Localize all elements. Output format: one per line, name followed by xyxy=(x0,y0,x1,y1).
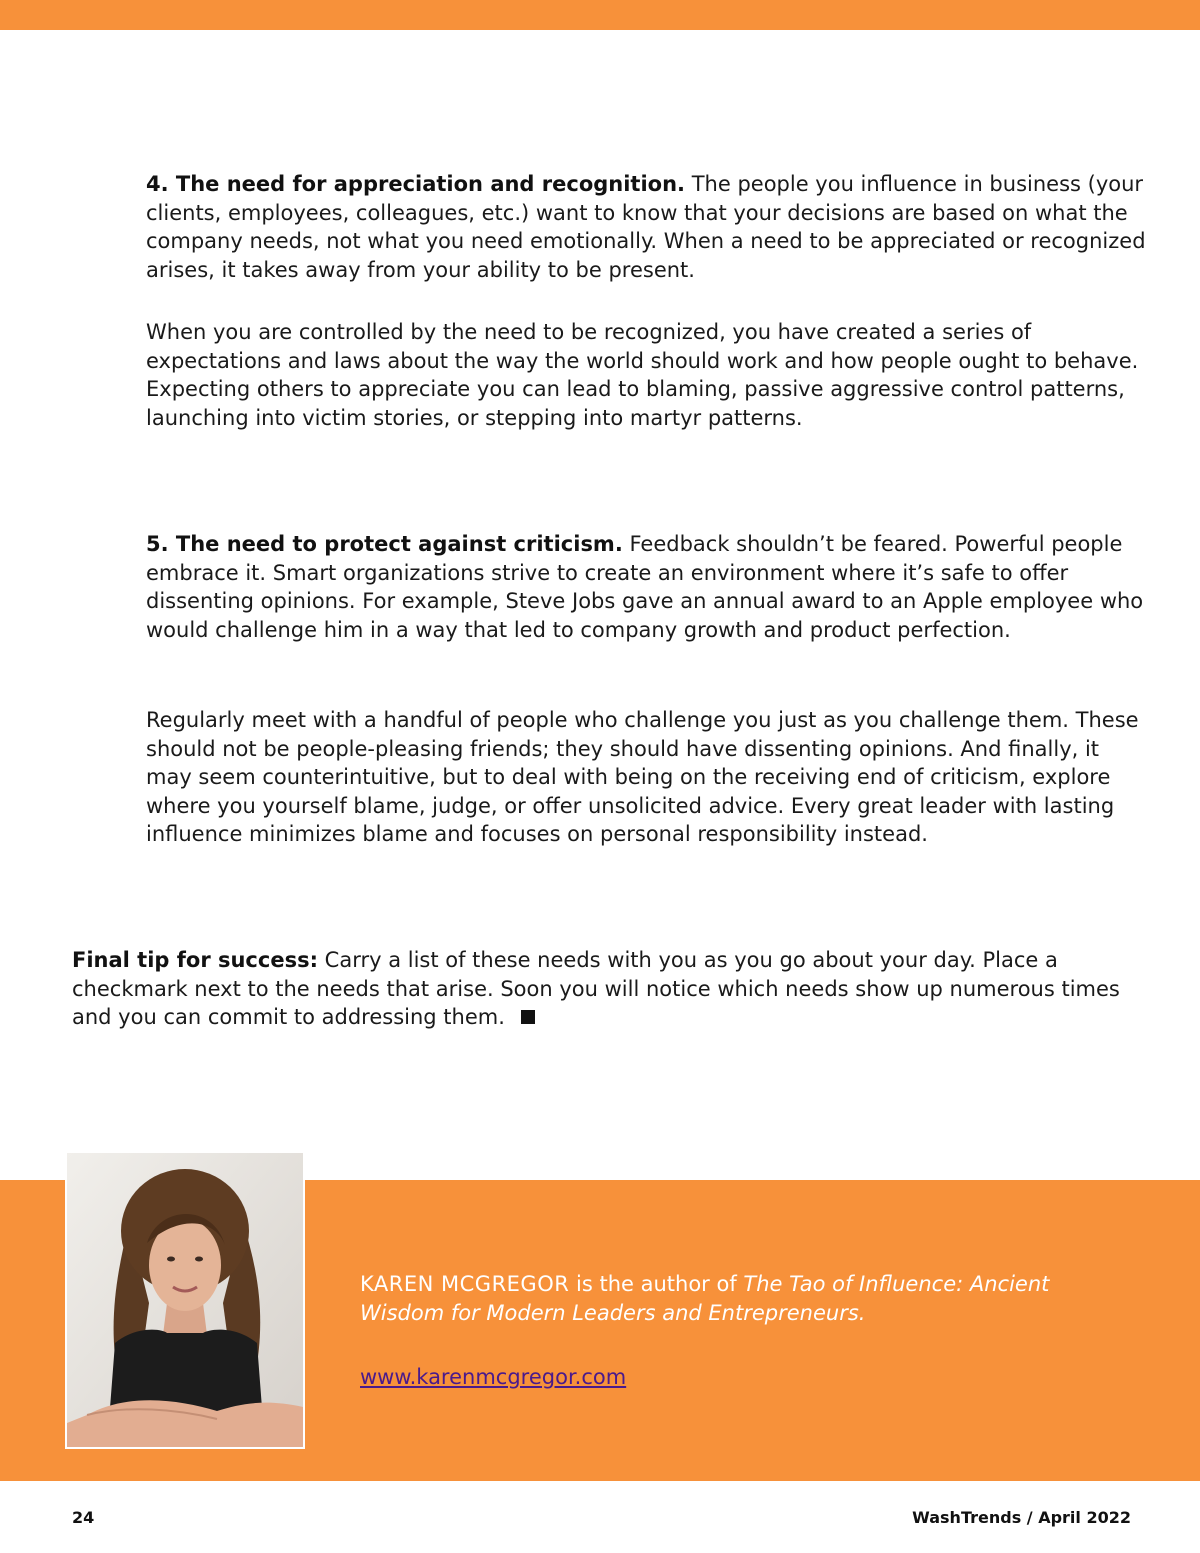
section-5-paragraph-2: Regularly meet with a handful of people who challenge you just as you challenge them. These should not be people-pleasing friends; they should have dissenting opinions. And finally, it may seem counterintuitive, but to deal with being on the receiving end of criticism, explore where you yourself blame, judge, or offer unsolicited advice. Every great leader with lasting influence minimizes blame and focuses on personal responsibility instead. xyxy=(146,708,1139,846)
author-name: KAREN MCGREGOR xyxy=(360,1272,570,1296)
section-4-heading: 4. The need for appreciation and recognition. xyxy=(146,172,686,196)
author-bio xyxy=(360,1270,1120,1328)
section-5-paragraph xyxy=(146,530,1146,644)
final-tip-label: Final tip for success: xyxy=(72,948,318,972)
author-photo xyxy=(65,1151,305,1449)
top-accent-bar xyxy=(0,0,1200,30)
end-of-article-square-icon xyxy=(521,1010,535,1024)
section-4-paragraph-2: When you are controlled by the need to be recognized, you have created a series of expectations and laws about the way the world should work and how people ought to behave. Expecting others to appreciate you can lead to blaming, passive aggressive control patterns, launching into victim stories, or stepping into martyr patterns. xyxy=(146,320,1139,430)
final-tip-body: Carry a list of these needs with you as you go about your day. Place a checkmark next to the needs that arise. Soon you will notice which needs show up numerous times and you can commit to addressing them. xyxy=(72,948,1120,1029)
section-4-paragraph xyxy=(146,170,1146,284)
author-bio-text: is the author of xyxy=(569,1272,744,1296)
section-5-heading: 5. The need to protect against criticism. xyxy=(146,532,623,556)
section-4-body: The people you influence in business (your clients, employees, colleagues, etc.) want to know that your decisions are based on what the company needs, not what you need emotionally. When a need to be appreciated or recognized arises, it takes away from your ability to be present. xyxy=(146,172,1146,282)
publication-issue: WashTrends / April 2022 xyxy=(912,1508,1131,1527)
author-website-link[interactable]: www.karenmcgregor.com xyxy=(360,1365,627,1389)
author-portrait-illustration xyxy=(67,1153,303,1447)
section-5-body: Feedback shouldn’t be feared. Powerful people embrace it. Smart organizations strive to create an environment where it’s safe to offer dissenting opinions. For example, Steve Jobs gave an annual award to an Apple employee who would challenge him in a way that led to company growth and product perfection. xyxy=(146,532,1144,642)
book-title: The Tao of Influence: Ancient Wisdom for Modern Leaders and Entrepreneurs. xyxy=(360,1272,1050,1325)
page-number: 24 xyxy=(72,1508,95,1527)
final-tip-paragraph xyxy=(72,946,1152,1032)
